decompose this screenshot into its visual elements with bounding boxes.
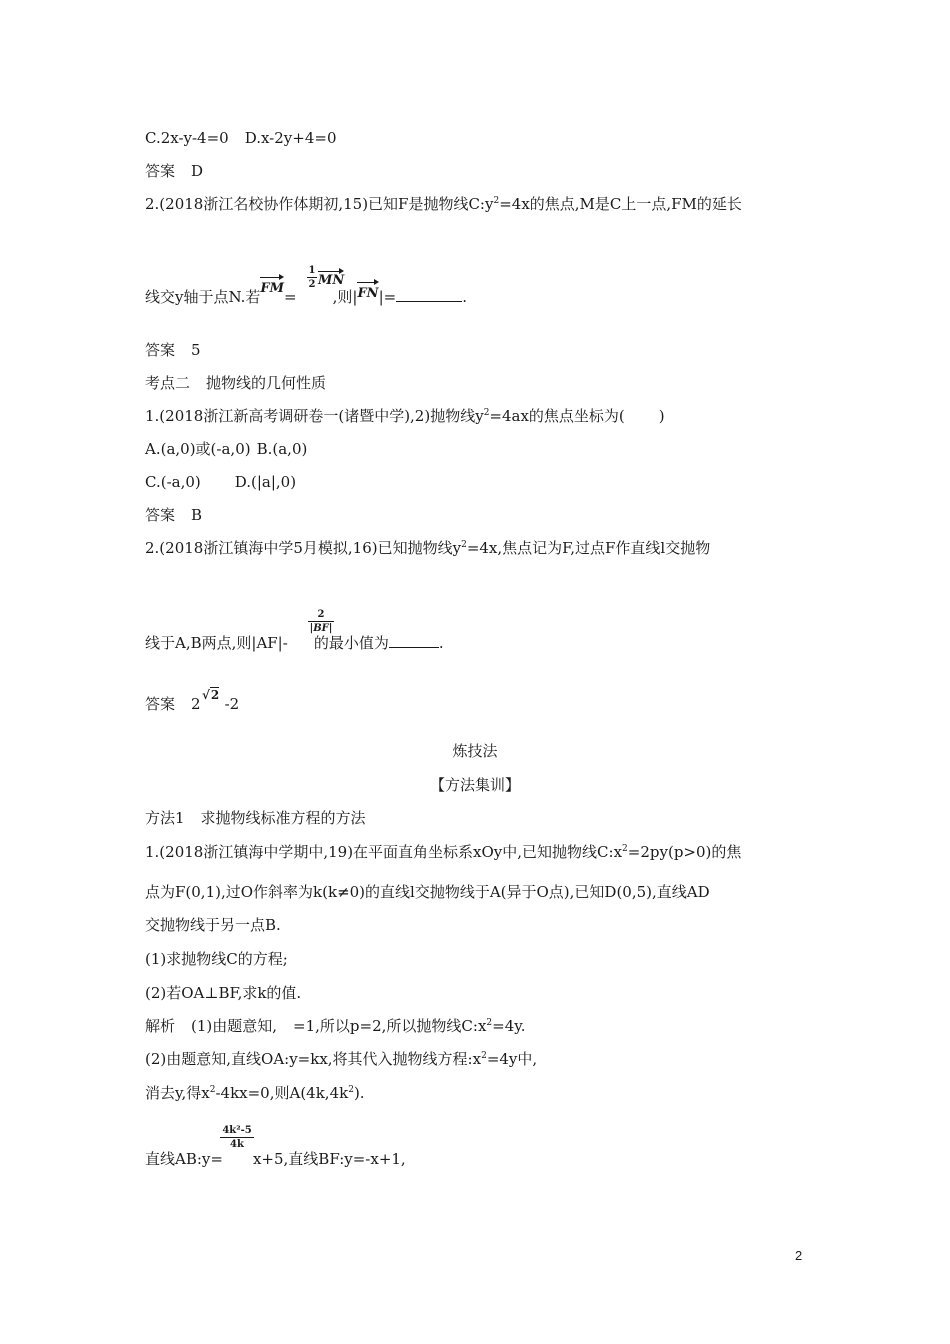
answer-value: B: [191, 506, 203, 524]
superscript: 2: [622, 844, 628, 854]
answer-value: -2: [224, 695, 240, 713]
subsection-title-method-set: 【方法集训】: [429, 776, 520, 794]
answer-line: [145, 694, 239, 714]
superscript: 2: [209, 1085, 216, 1095]
solution-text-part: =4y中,: [486, 1050, 538, 1068]
solution-text-part: (2)由题意知,直线OA:y=kx,将其代入抛物线方程:x: [145, 1050, 482, 1068]
solution-text-part: (1)由题意知,: [191, 1017, 278, 1035]
problem-text-part: =2py(p>0)的焦: [627, 843, 742, 861]
problem-text-part: 的最小值为: [313, 634, 389, 652]
problem-text-part: =4x的焦点,M是C上一点,FM的延长: [499, 195, 742, 213]
answer-label: 答案: [145, 341, 176, 359]
answer-line: [145, 340, 201, 360]
answer-value: D: [191, 162, 204, 180]
problem-text-part: 线于A,B两点,则|AF|-: [145, 634, 288, 652]
option-c: C.2x-y-4=0: [145, 129, 229, 147]
answer-line: [145, 505, 202, 525]
problem-2-text: [145, 538, 710, 561]
method-title: 求抛物线标准方程的方法: [200, 809, 366, 827]
problem-text-part: 1.(2018浙江镇海中学期中,19)在平面直角坐标系xOy中,已知抛物线C:x: [145, 843, 623, 861]
solution-text-part: =1,所以p=2,所以抛物线C:x: [293, 1017, 487, 1035]
solution-line: [145, 1149, 406, 1169]
answer-label: 答案: [145, 506, 176, 524]
solution-text-part: x+5,直线BF:y=-x+1,: [252, 1150, 406, 1168]
problem-text-part: =4ax的焦点坐标为(: [489, 407, 625, 425]
fraction-numerator: 1: [308, 265, 316, 276]
superscript: 2: [461, 540, 467, 550]
page-number: 2: [795, 1248, 803, 1263]
method-number: 方法1: [145, 809, 185, 827]
option-line-cd: [145, 472, 296, 492]
superscript: 2: [481, 1051, 487, 1061]
option-b: B.(a,0): [256, 440, 308, 458]
solution-label: 解析: [145, 1017, 176, 1035]
problem-text-part: 2.(2018浙江名校协作体期初,15)已知F是抛物线C:y: [145, 195, 494, 213]
superscript: 2: [483, 408, 490, 418]
problem-1-text-continued: 交抛物线于另一点B.: [145, 916, 281, 934]
option-c: C.(-a,0): [145, 473, 201, 491]
fraction-4k2-5-over-4k: [220, 1125, 254, 1150]
fraction-numerator: 2: [317, 609, 325, 620]
radical-sign: √: [202, 688, 210, 702]
problem-text-part: ): [658, 407, 665, 425]
fraction-denominator: 2: [308, 279, 316, 290]
square-root-two: [202, 688, 219, 702]
sub-question-2: (2)若OA⊥BF,求k的值.: [145, 984, 302, 1002]
superscript: 2: [493, 196, 500, 206]
problem-text-part: 线交y轴于点N.若: [145, 288, 261, 306]
sub-question-1: (1)求抛物线C的方程;: [145, 950, 288, 968]
period: .: [462, 288, 467, 306]
vector-fn: FN: [357, 284, 378, 304]
solution-line: [145, 1016, 526, 1039]
problem-text-part: 1.(2018浙江新高考调研卷一(诸暨中学),2)抛物线y: [145, 407, 484, 425]
fraction-denominator: 4k: [230, 1139, 244, 1150]
answer-value: 5: [191, 341, 201, 359]
problem-1-text: [145, 842, 741, 865]
solution-line: [145, 1049, 537, 1072]
answer-label: 答案: [145, 695, 176, 713]
problem-text-part: ,则|: [332, 288, 358, 306]
vector-mn: MN: [318, 273, 345, 288]
solution-text-part: =4y.: [492, 1017, 526, 1035]
solution-text-part: 直线AB:y=: [145, 1150, 223, 1168]
vector-fm: FM: [260, 279, 284, 299]
fraction-numerator: 4k²-5: [222, 1125, 252, 1136]
problem-text-part: =4x,焦点记为F,过点F作直线l交抛物: [466, 539, 711, 557]
period: .: [438, 634, 444, 652]
option-d: D.x-2y+4=0: [244, 129, 337, 147]
fraction-two-over-bf: [308, 609, 334, 634]
option-a: A.(a,0)或(-a,0): [145, 440, 251, 458]
problem-text-part: |=: [378, 288, 397, 306]
option-line-ab: [145, 439, 307, 459]
answer-line: [145, 161, 203, 181]
fraction-one-half: [307, 265, 317, 290]
problem-2-text-continued: [145, 281, 467, 309]
option-d: D.(|a|,0): [234, 473, 297, 491]
fraction-denominator: |BF|: [309, 623, 333, 634]
problem-2-text: [145, 194, 742, 217]
solution-text-part: -4kx=0,则A(4k,4k: [215, 1084, 349, 1102]
section-title: 抛物线的几何性质: [206, 374, 327, 392]
solution-text-part: ).: [353, 1084, 365, 1102]
problem-2-text-continued: [145, 633, 444, 653]
answer-blank[interactable]: [389, 633, 439, 648]
problem-text-part: 2.(2018浙江镇海中学5月模拟,16)已知抛物线y: [145, 539, 462, 557]
solution-text-part: 消去y,得x: [145, 1084, 210, 1102]
option-line-cd: [145, 128, 336, 148]
answer-value: 2: [191, 695, 201, 713]
section-number: 考点二: [145, 374, 191, 392]
problem-1-text: [145, 406, 665, 429]
section-heading-point-two: [145, 373, 326, 393]
equals-sign: =: [284, 288, 297, 306]
superscript: 2: [486, 1018, 493, 1028]
section-title-techniques: 炼技法: [452, 742, 498, 760]
superscript: 2: [348, 1085, 354, 1095]
radicand: 2: [210, 688, 220, 702]
answer-blank[interactable]: [396, 287, 462, 302]
solution-line: [145, 1083, 365, 1106]
answer-label: 答案: [145, 162, 176, 180]
method-heading: [145, 808, 366, 828]
problem-1-text-continued: 点为F(0,1),过O作斜率为k(k≠0)的直线l交抛物线于A(异于O点),已知D(0,5),直线AD: [145, 883, 710, 901]
